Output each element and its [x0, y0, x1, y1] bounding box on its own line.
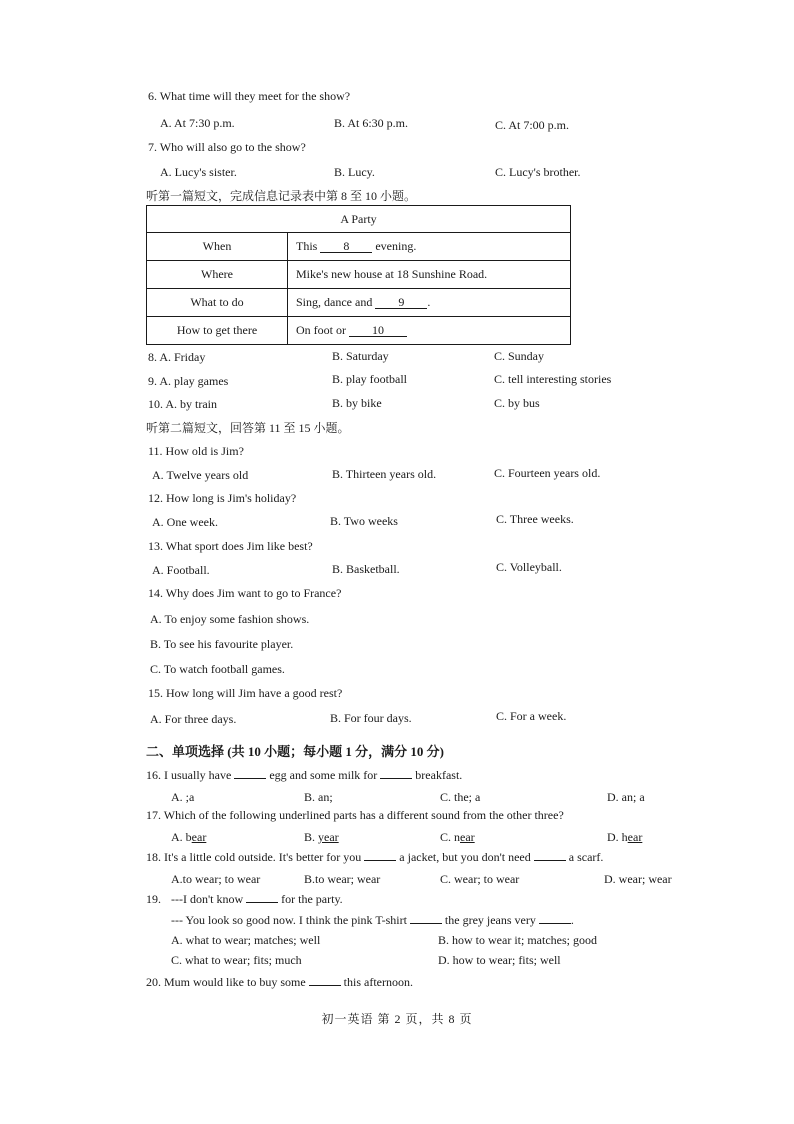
listening-instruction-2: 听第二篇短文，回答第 11 至 15 小题。 — [146, 421, 350, 435]
question-16-option-c: C. the; a — [440, 790, 481, 804]
answer-blank — [534, 860, 566, 861]
question-16-option-b: B. an; — [304, 790, 333, 804]
option-text: D. h — [607, 830, 628, 844]
underlined-part: ear — [460, 830, 475, 844]
stem-text: 16. I usually have — [146, 768, 232, 782]
question-8-option-a: 8. A. Friday — [148, 350, 206, 364]
table-key: How to get there — [147, 317, 288, 345]
question-14-option-b: B. To see his favourite player. — [150, 637, 294, 651]
question-14-option-a: A. To enjoy some fashion shows. — [150, 612, 310, 626]
table-row — [147, 261, 571, 289]
question-17-option-a — [171, 830, 206, 845]
option-text: A. b — [171, 830, 192, 844]
question-16-stem — [146, 768, 462, 783]
question-18-stem — [146, 850, 603, 865]
answer-blank — [309, 985, 341, 986]
question-6-option-b: B. At 6:30 p.m. — [334, 116, 409, 130]
answer-blank — [234, 778, 266, 779]
party-table-title: A Party — [147, 206, 571, 233]
question-17-option-c — [440, 830, 475, 845]
question-20-stem — [146, 975, 413, 990]
page-footer: 初一英语 第 2 页，共 8 页 — [321, 1012, 473, 1026]
question-19-line-2 — [171, 913, 574, 928]
table-value-text: This — [296, 239, 318, 253]
stem-text: --- You look so good now. I think the pink T-shirt — [171, 913, 407, 927]
stem-text: a jacket, but you don't need — [399, 850, 531, 864]
table-value — [288, 233, 571, 261]
question-19-line-1 — [171, 892, 343, 907]
stem-text: 18. It's a little cold outside. It's better for you — [146, 850, 362, 864]
question-16-option-a: A. ;a — [171, 790, 195, 804]
table-row — [147, 233, 571, 261]
question-15-option-b: B. For four days. — [330, 711, 412, 725]
table-value — [288, 261, 571, 289]
question-12-option-c: C. Three weeks. — [496, 512, 574, 526]
question-15-option-a: A. For three days. — [150, 712, 237, 726]
option-text: C. n — [440, 830, 461, 844]
answer-blank — [246, 902, 278, 903]
question-13-option-c: C. Volleyball. — [496, 560, 562, 574]
answer-blank-10: 10 — [349, 324, 407, 337]
option-text: B. — [304, 830, 319, 844]
question-7-option-b: B. Lucy. — [334, 165, 375, 179]
question-7-stem: 7. Who will also go to the show? — [148, 140, 306, 154]
table-key: Where — [147, 261, 288, 289]
question-12-option-a: A. One week. — [152, 515, 218, 529]
question-19-option-b: B. how to wear it; matches; good — [438, 933, 597, 947]
question-9-option-a: 9. A. play games — [148, 374, 229, 388]
question-8-option-b: B. Saturday — [332, 349, 389, 363]
answer-blank — [364, 860, 396, 861]
stem-text: ---I don't know — [171, 892, 244, 906]
answer-blank — [410, 923, 442, 924]
stem-text: the grey jeans very — [444, 913, 536, 927]
answer-blank-9: 9 — [375, 296, 427, 309]
table-row — [147, 317, 571, 345]
underlined-part: year — [318, 830, 339, 844]
question-19-option-c: C. what to wear; fits; much — [171, 953, 302, 967]
question-9-option-c: C. tell interesting stories — [494, 372, 612, 386]
question-16-option-d: D. an; a — [607, 790, 645, 804]
stem-text: breakfast. — [415, 768, 463, 782]
question-18-option-b: B.to wear; wear — [304, 872, 381, 886]
table-value-text: On foot or — [296, 323, 346, 337]
stem-text: 20. Mum would like to buy some — [146, 975, 306, 989]
question-17-option-d — [607, 830, 642, 845]
question-6-option-c: C. At 7:00 p.m. — [495, 118, 570, 132]
table-value-text: Mike's new house at 18 Sunshine Road. — [296, 267, 488, 281]
question-13-option-a: A. Football. — [152, 563, 210, 577]
question-14-stem: 14. Why does Jim want to go to France? — [148, 586, 342, 600]
underlined-part: ear — [191, 830, 207, 844]
question-19-number: 19. — [146, 892, 161, 906]
question-17-option-b — [304, 830, 339, 845]
table-key: What to do — [147, 289, 288, 317]
stem-text: . — [570, 913, 574, 927]
answer-blank-8: 8 — [320, 240, 372, 253]
underlined-part: ear — [627, 830, 643, 844]
table-value-text: Sing, dance and — [296, 295, 373, 309]
question-19-option-d: D. how to wear; fits; well — [438, 953, 561, 967]
stem-text: a scarf. — [568, 850, 604, 864]
stem-text: this afternoon. — [343, 975, 413, 989]
answer-blank — [539, 923, 571, 924]
question-19-option-a: A. what to wear; matches; well — [171, 933, 321, 947]
stem-text: egg and some milk for — [269, 768, 378, 782]
question-15-option-c: C. For a week. — [496, 709, 567, 723]
question-11-stem: 11. How old is Jim? — [148, 444, 244, 458]
listening-instruction-1: 听第一篇短文，完成信息记录表中第 8 至 10 小题。 — [146, 189, 417, 203]
table-value-text: evening. — [375, 239, 417, 253]
table-value — [288, 317, 571, 345]
question-6-stem: 6. What time will they meet for the show? — [148, 89, 351, 103]
question-17-stem: 17. Which of the following underlined parts has a different sound from the other three? — [146, 808, 564, 822]
table-value — [288, 289, 571, 317]
question-18-option-a: A.to wear; to wear — [171, 872, 261, 886]
section-2-heading: 二、单项选择 (共 10 小题；每小题 1 分，满分 10 分) — [146, 744, 444, 759]
question-11-option-a: A. Twelve years old — [152, 468, 249, 482]
question-6-option-a: A. At 7:30 p.m. — [160, 116, 235, 130]
party-info-table — [146, 205, 571, 345]
question-7-option-a: A. Lucy's sister. — [160, 165, 237, 179]
table-row — [147, 289, 571, 317]
question-11-option-b: B. Thirteen years old. — [332, 467, 437, 481]
stem-text: for the party. — [281, 892, 343, 906]
question-10-option-b: B. by bike — [332, 396, 382, 410]
question-14-option-c: C. To watch football games. — [150, 662, 285, 676]
question-11-option-c: C. Fourteen years old. — [494, 466, 601, 480]
question-10-option-a: 10. A. by train — [148, 397, 217, 411]
question-7-option-c: C. Lucy's brother. — [495, 165, 581, 179]
question-12-stem: 12. How long is Jim's holiday? — [148, 491, 297, 505]
question-9-option-b: B. play football — [332, 372, 407, 386]
question-18-option-c: C. wear; to wear — [440, 872, 520, 886]
question-13-option-b: B. Basketball. — [332, 562, 400, 576]
question-10-option-c: C. by bus — [494, 396, 540, 410]
question-12-option-b: B. Two weeks — [330, 514, 398, 528]
question-13-stem: 13. What sport does Jim like best? — [148, 539, 313, 553]
question-15-stem: 15. How long will Jim have a good rest? — [148, 686, 343, 700]
question-8-option-c: C. Sunday — [494, 349, 545, 363]
question-18-option-d: D. wear; wear — [604, 872, 672, 886]
answer-blank — [380, 778, 412, 779]
table-value-text: . — [427, 295, 431, 309]
table-key: When — [147, 233, 288, 261]
